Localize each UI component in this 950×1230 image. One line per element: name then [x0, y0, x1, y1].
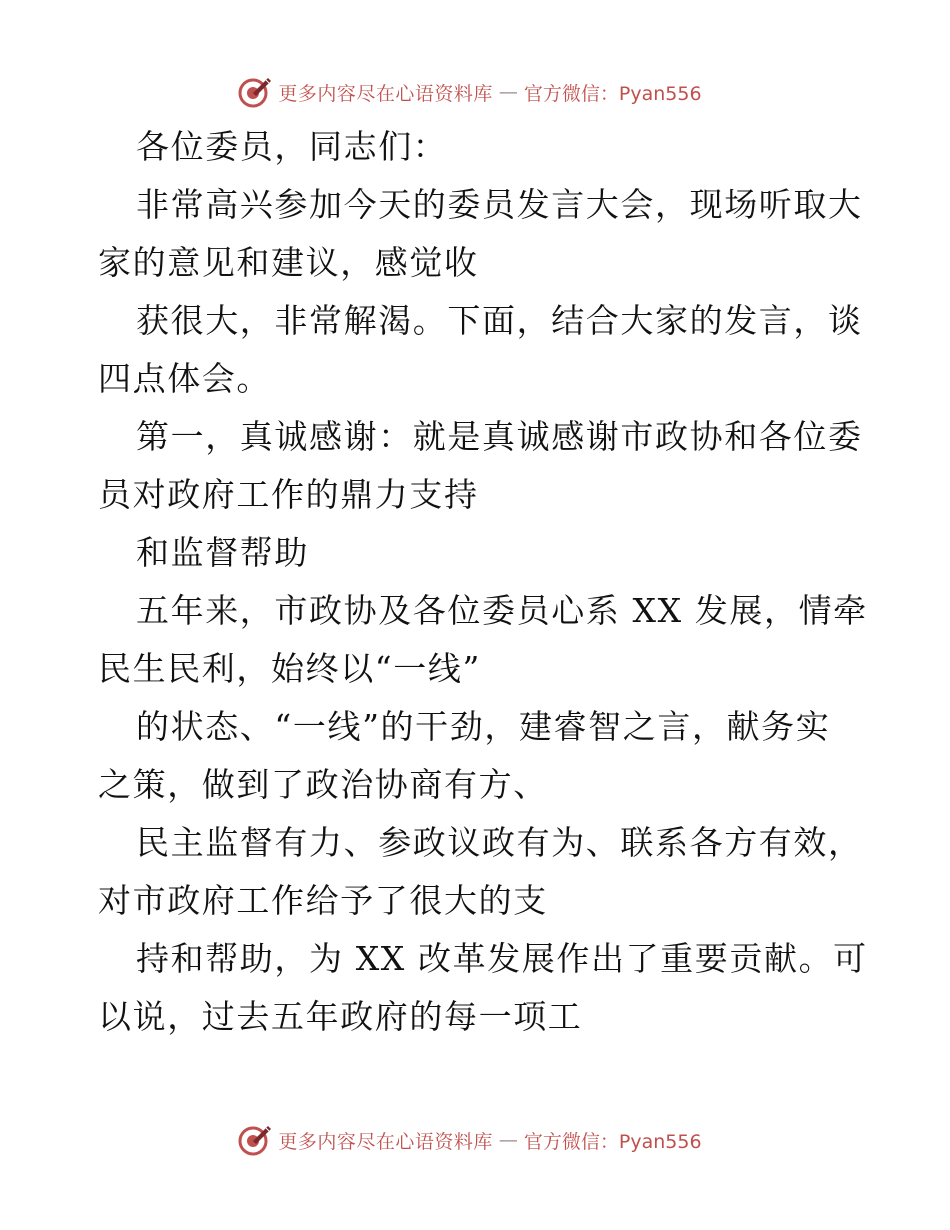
footer-banner: [0, 1120, 950, 1160]
text-line: 之策，做到了政治协商有方、: [98, 765, 548, 804]
text-line: 五年来，市政协及各位委员心系 XX 发展，情牵: [136, 591, 868, 630]
text-line: 非常高兴参加今天的委员发言大会，现场听取大: [136, 185, 863, 224]
text-line: 以说，过去五年政府的每一项工: [98, 997, 583, 1036]
header-banner-inner: [238, 75, 701, 109]
text-line: 和监督帮助: [136, 533, 309, 572]
pen-nib-logo-icon: [238, 1123, 272, 1157]
text-line: 对市政府工作给予了很大的支: [98, 881, 548, 920]
text-line: 各位委员，同志们：: [136, 127, 448, 166]
text-line: 四点体会。: [98, 359, 271, 398]
banner-separator: —: [498, 81, 518, 103]
header-banner: [0, 72, 950, 112]
footer-banner-inner: [238, 1123, 701, 1157]
banner-wechat: 官方微信：Pyan556: [523, 1130, 702, 1153]
text-line: 的状态、“一线”的干劲，建睿智之言，献务实: [136, 707, 831, 746]
text-line: 持和帮助，为 XX 改革发展作出了重要贡献。可: [136, 939, 868, 978]
text-line: 获很大，非常解渴。下面，结合大家的发言，谈: [136, 301, 863, 340]
banner-title: 更多内容尽在心语资料库: [278, 82, 493, 105]
text-line: 民生民利，始终以“一线”: [98, 649, 481, 688]
banner-title: 更多内容尽在心语资料库: [278, 1130, 493, 1153]
banner-wechat: 官方微信：Pyan556: [523, 82, 702, 105]
pen-nib-logo-icon: [238, 75, 272, 109]
document-body: [98, 118, 868, 1046]
text-line: 民主监督有力、参政议政有为、联系各方有效，: [136, 823, 863, 862]
text-line: 员对政府工作的鼎力支持: [98, 475, 479, 514]
text-line: 第一，真诚感谢：就是真诚感谢市政协和各位委: [136, 417, 863, 456]
text-line: 家的意见和建议，感觉收: [98, 243, 479, 282]
banner-separator: —: [498, 1129, 518, 1151]
